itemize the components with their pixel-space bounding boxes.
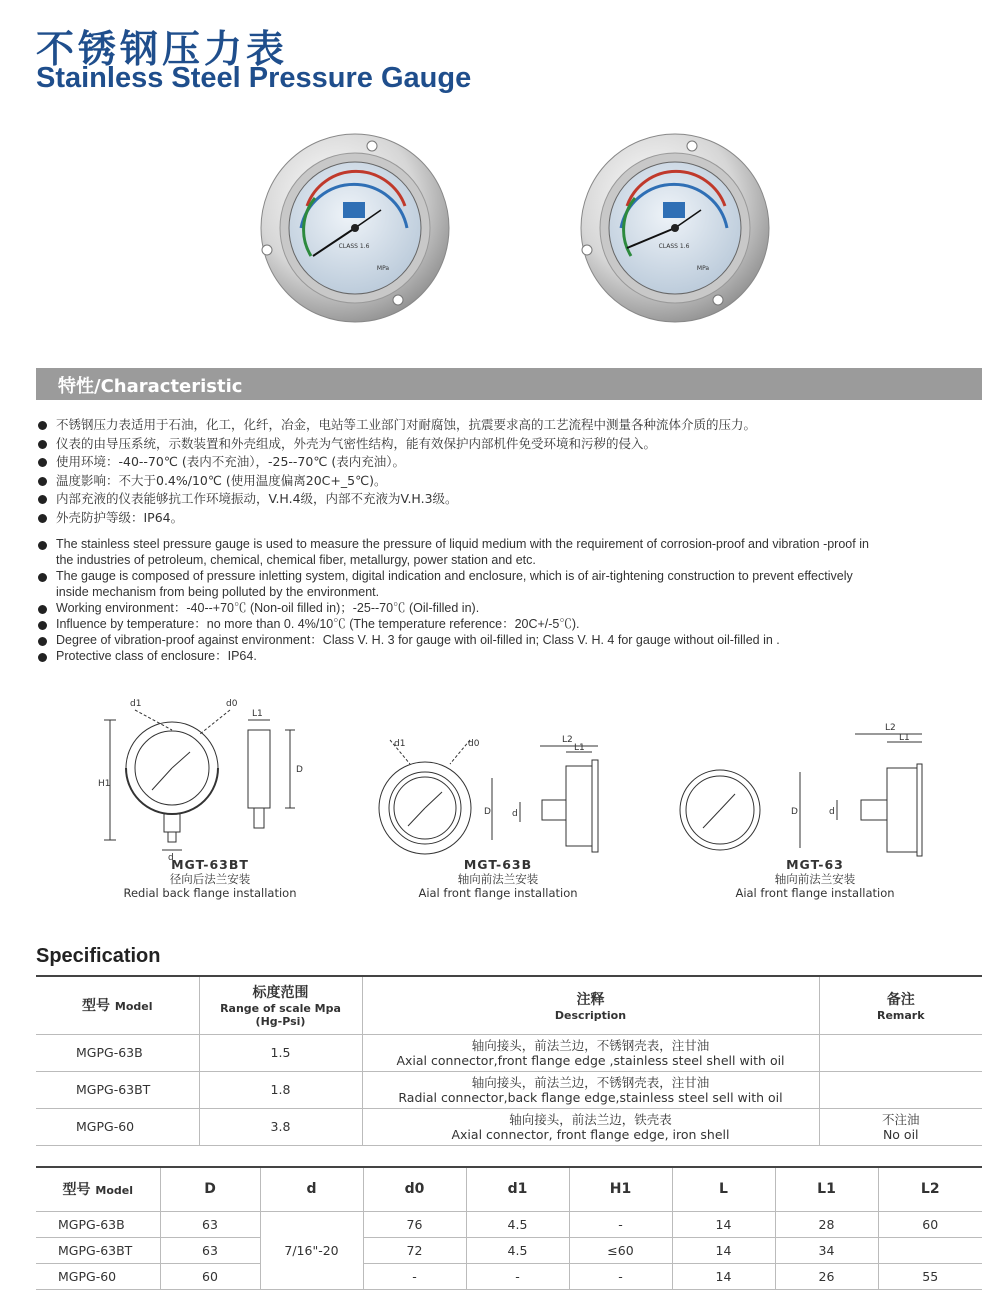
col-header-model: 型号 Model [36,1167,160,1211]
diagram-caption-en: Aial front flange installation [735,886,895,900]
specification-title: Specification [36,945,161,967]
col-header-D: D [160,1167,260,1211]
diagram-caption-en: Redial back flange installation [123,886,297,900]
gauge-face-unit: MPa [696,265,710,272]
dim-label-d: d [512,809,518,819]
feature-item: 不锈钢压力表适用于石油，化工，化纤，冶金，电站等工业部门对耐腐蚀，抗震要求高的工艺流程中测量各种流体介质的压力。 [38,416,978,435]
page-title-en: Stainless Steel Pressure Gauge [36,62,472,94]
feature-item: 仪表的由导压系统，示数装置和外壳组成，外壳为气密性结构，能有效保护内部机件免受环境和污秽的侵入。 [38,435,978,454]
col-header-remark: 备注 Remark [819,977,982,1034]
diagram-caption-1 [100,858,320,900]
feature-item: The gauge is composed of pressure inletting system, digital indication and enclosure, which is of air-tightening construction to prevent effectively inside mechanism from being polluted by the environment. [38,568,878,600]
dim-label-l2: L2 [885,723,896,733]
feature-item: Protective class of enclosure：IP64. [38,648,878,664]
diagram-model: MGT-63B [463,857,533,872]
col-header-H1: H1 [569,1167,672,1211]
gauge-image-left [255,128,455,328]
gauge-face-label: CLASS 1.6 [338,243,370,250]
feature-item: 温度影响：不大于0.4%/10℃ (使用温度偏离20C+_5℃)。 [38,472,978,491]
col-header-d1: d1 [466,1167,569,1211]
col-header-d: d [260,1167,363,1211]
diagram-caption-cn: 轴向前法兰安装 [457,872,539,886]
table-row: MGPG-63BT 1.8 轴向接头，前法兰边，不锈钢壳表，注甘油 Radial connector,back flange edge,stainless steel sell with oil [36,1071,982,1108]
characteristic-header [36,368,982,400]
col-header-L: L [672,1167,775,1211]
page-title-cn: 不锈钢压力表 [36,27,289,71]
diagram-mgt-63b [370,730,610,860]
feature-item: 内部充液的仪表能够抗工作环境振动，V.H.4级，内部不充液为V.H.3级。 [38,490,978,509]
spec-table-description [36,977,982,1146]
table-row: MGPG-60 60 - - - 14 26 55 [36,1263,982,1289]
gauge-face-unit: MPa [376,265,390,272]
col-header-range: 标度范围 Range of scale Mpa (Hg-Psi) [199,977,362,1034]
shared-d-cell: 7/16"-20 [260,1211,363,1289]
table-row: MGPG-60 3.8 轴向接头，前法兰边，铁壳表 Axial connector, front flange edge, iron shell 不注油 No oil [36,1108,982,1145]
diagram-caption-en: Aial front flange installation [418,886,578,900]
diagram-caption-cn: 径向后法兰安装 [169,872,251,886]
dim-label-h1: H1 [98,779,111,789]
table-row: MGPG-63BT 63 72 4.5 ≤60 14 34 [36,1237,982,1263]
dim-label-D: D [791,807,798,817]
feature-item: Working environment：-40--+70℃ (Non-oil filled in)；-25--70℃ (Oil-filled in). [38,600,878,616]
feature-item: Degree of vibration-proof against environment：Class V. H. 3 for gauge with oil-filled in; Class V. H. 4 for gauge without oil-filled in . [38,632,878,648]
feature-list-cn [38,416,978,528]
diagram-mgt-63bt [90,690,330,860]
dim-label-l1: L1 [574,743,585,753]
characteristic-heading: 特性/Characteristic [58,376,243,397]
diagram-caption-2 [388,858,608,900]
diagram-model: MGT-63BT [171,857,249,872]
diagram-model: MGT-63 [786,857,844,872]
spec-table-dimensions [36,1166,982,1290]
diagram-caption-cn: 轴向前法兰安装 [774,872,856,886]
dim-label-D: D [296,765,303,775]
diagram-mgt-63 [675,720,945,860]
dim-label-l2: L2 [562,735,573,745]
feature-list-en [38,536,878,664]
dim-label-d0: d0 [226,699,238,709]
gauge-image-right [575,128,775,328]
col-header-L2: L2 [878,1167,982,1211]
dim-label-D: D [484,807,491,817]
feature-item: 使用环境：-40--70℃ (表内不充油），-25--70℃ (表内充油）。 [38,453,978,472]
dim-label-d1: d1 [130,699,142,709]
dim-label-d1: d1 [394,739,406,749]
dim-label-d0: d0 [468,739,480,749]
dim-label-d: d [829,807,835,817]
dim-label-l1: L1 [252,709,263,719]
dim-label-l1: L1 [899,733,910,743]
col-header-description: 注释 Description [362,977,819,1034]
table-row: MGPG-63B 63 7/16"-20 76 4.5 - 14 28 60 [36,1211,982,1237]
col-header-d0: d0 [363,1167,466,1211]
feature-item: Influence by temperature：no more than 0. 4%/10℃ (The temperature reference：20C+/-5℃). [38,616,878,632]
dim-label-d: d [168,853,174,860]
col-header-L1: L1 [775,1167,878,1211]
feature-item: 外壳防护等级：IP64。 [38,509,978,528]
gauge-face-label: CLASS 1.6 [658,243,690,250]
feature-item: The stainless steel pressure gauge is used to measure the pressure of liquid medium with the requirement of corrosion-proof and vibration -proof in the industries of petroleum, chemical, chemical fiber, metallurgy, power station and etc. [38,536,878,568]
col-header-model: 型号 Model [36,977,199,1034]
table-row: MGPG-63B 1.5 轴向接头，前法兰边，不锈钢壳表，注甘油 Axial connector,front flange edge ,stainless steel shell with oil [36,1034,982,1071]
diagram-caption-3 [705,858,925,900]
